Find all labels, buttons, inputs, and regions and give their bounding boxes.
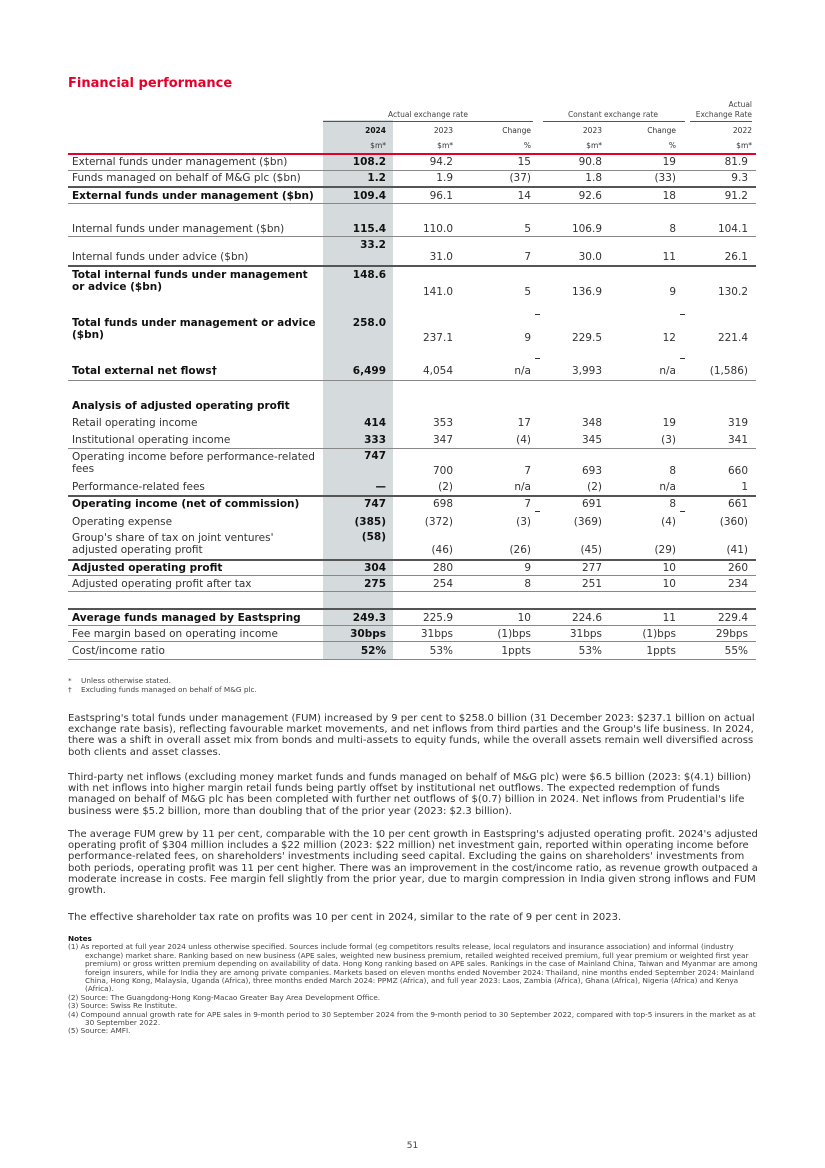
page-number: 51 bbox=[406, 1141, 419, 1151]
dash-mark bbox=[680, 358, 685, 359]
row-rule bbox=[68, 641, 756, 642]
row-label-multiline: Total funds under management or advice ($bn) bbox=[72, 317, 316, 341]
unit-header-4: % bbox=[668, 141, 676, 150]
body-paragraph: Third-party net inflows (excluding money market funds and funds managed on behalf of M&G plc) were $6.5 billion (2023: $(4.1) billion) with net inflows into higher margin retail funds being partly offset by institutional net outflows. The expected redemption of funds managed on behalf of M&G plc has been completed with further net outflows of $(0.7) billion in 2024. Net inflows from Prudential's life business were $5.2 billion, more than doubling that of the prior year (2023: $2.3 billion). bbox=[68, 772, 751, 817]
year-header-2: Change bbox=[502, 126, 531, 135]
group-header-constant: Constant exchange rate bbox=[567, 110, 659, 119]
table-row: Adjusted operating profit after tax 275 254 8 251 10 234 bbox=[72, 578, 748, 590]
row-rule bbox=[68, 659, 756, 660]
table-row: Internal funds under advice ($bn) 33.2 31.0 7 30.0 11 26.1 bbox=[72, 239, 748, 263]
note-item: (4) Compound annual growth rate for APE sales in 9-month period to 30 September 2024 from the 9-month period to 30 September 2022, compared with top-5 insurers in the market as at 30 September 2022. bbox=[68, 1009, 756, 1028]
table-row: Total internal funds under management or advice ($bn) 148.6 141.0 5 136.9 9 130.2 bbox=[72, 269, 748, 298]
row-rule bbox=[68, 380, 756, 381]
table-row: Total external net flows† 6,499 4,054 n/a 3,993 n/a (1,586) bbox=[72, 365, 748, 377]
footnote: † Excluding funds managed on behalf of M&G plc. bbox=[68, 685, 257, 694]
table-row: Cost/income ratio 52% 53% 1ppts 53% 1ppts 55% bbox=[72, 645, 748, 657]
group-header-actual-exchange: Actual Exchange Rate bbox=[695, 100, 752, 119]
table-row: Performance-related fees — (2) n/a (2) n/a 1 bbox=[72, 481, 748, 493]
unit-header-1: $m* bbox=[437, 141, 453, 150]
table-row: Total funds under management or advice ($bn) 258.0 237.1 9 229.5 12 221.4 bbox=[72, 317, 748, 344]
table-row: Retail operating income 414 353 17 348 19 319 bbox=[72, 417, 748, 429]
group-underline-constant bbox=[543, 121, 685, 122]
table-row: Average funds managed by Eastspring 249.3 225.9 10 224.6 11 229.4 bbox=[72, 612, 748, 624]
footnote: * Unless otherwise stated. bbox=[68, 676, 171, 685]
row-label-multiline: Operating income before performance-related fees bbox=[72, 451, 315, 475]
row-label-multiline: Group's share of tax on joint ventures' adjusted operating profit bbox=[72, 532, 274, 556]
row-label-multiline: Total internal funds under management or advice ($bn) bbox=[72, 269, 308, 293]
table-row: Group's share of tax on joint ventures' adjusted operating profit (58) (46) (26) (45) (29) (41) bbox=[72, 531, 748, 556]
year-header-0: 2024 bbox=[365, 126, 386, 135]
notes-title: Notes bbox=[68, 934, 92, 943]
table-row: Adjusted operating profit 304 280 9 277 10 260 bbox=[72, 562, 748, 574]
note-item: (2) Source: The Guangdong-Hong Kong-Macao Greater Bay Area Development Office. bbox=[68, 992, 381, 1002]
unit-header-3: $m* bbox=[586, 141, 602, 150]
section-heading-row: Analysis of adjusted operating profit bbox=[72, 400, 290, 412]
table-row: Fee margin based on operating income 30bps 31bps (1)bps 31bps (1)bps 29bps bbox=[72, 628, 748, 640]
year-header-1: 2023 bbox=[433, 126, 453, 135]
table-footnotes bbox=[68, 676, 257, 694]
table-row: Operating expense (385) (372) (3) (369) (4) (360) bbox=[72, 516, 748, 528]
table-row: Operating income (net of commission) 747 698 7 691 8 661 bbox=[72, 498, 748, 510]
year-header-4: Change bbox=[647, 126, 676, 135]
dash-mark bbox=[535, 358, 540, 359]
unit-header-5: $m* bbox=[736, 141, 752, 150]
note-item: (1) As reported at full year 2024 unless otherwise specified. Sources include formal (eg competitors results release, local regulators and insurance association) and informal (industry exchange) market share. Ranking based on new business (APE sales, weighted new business premium, retailed weighted received premium, full year premium or weighted first year premium) or gross written premium depending on availability of data. Hong Kong ranking based on APE sales. Rankings in the case of Mainland China, Taiwan and Myanmar are among foreign insurers, while for India they are among private companies. Markets based on eleven months ended November 2024: Thailand, nine months ended September 2024: Mainland China, Hong Kong, Malaysia, Uganda (Africa), three months ended March 2024: PPMZ (Africa), and full year 2023: Laos, Zambia (Africa), Ghana (Africa), Nigeria (Africa) and Kenya (Africa). bbox=[68, 942, 758, 994]
row-rule bbox=[68, 591, 756, 592]
note-item: (3) Source: Swiss Re Institute. bbox=[68, 1001, 178, 1011]
table-row: Operating income before performance-related fees 747 700 7 693 8 660 bbox=[72, 450, 748, 477]
section-title: Financial performance bbox=[68, 76, 233, 91]
body-paragraph: Eastspring's total funds under management (FUM) increased by 9 per cent to $258.0 billion (31 December 2023: $237.1 billion on actual exchange rate basis), reflecting favourable market movements, and net inflows from third parties and the Group's life business. In 2024, there was a shift in overall asset mix from bonds and multi-assets to equity funds, while the overall assets remain well diversified across both clients and asset classes. bbox=[68, 713, 755, 758]
table-row: Funds managed on behalf of M&G plc ($bn) 1.2 1.9 (37) 1.8 (33) 9.3 bbox=[72, 172, 748, 184]
group-header-actual: Actual exchange rate bbox=[388, 110, 468, 119]
table-row: Internal funds under management ($bn) 115.4 110.0 5 106.9 8 104.1 bbox=[72, 223, 748, 235]
unit-header-0: $m* bbox=[370, 141, 386, 150]
body-paragraph: The effective shareholder tax rate on profits was 10 per cent in 2024, similar to the rate of 9 per cent in 2023. bbox=[68, 912, 622, 923]
note-item: (5) Source: AMFI. bbox=[68, 1026, 131, 1036]
dash-mark bbox=[680, 511, 685, 512]
year-header-3: 2023 bbox=[582, 126, 602, 135]
group-underline-ae bbox=[690, 121, 752, 122]
row-rule bbox=[68, 203, 756, 204]
year-header-5: 2022 bbox=[732, 126, 752, 135]
dash-mark bbox=[535, 511, 540, 512]
table-row: Institutional operating income 333 347 (4) 345 (3) 341 bbox=[72, 434, 748, 446]
table-row: External funds under management ($bn) 108.2 94.2 15 90.8 19 81.9 bbox=[72, 156, 748, 168]
table-row: External funds under management ($bn) 109.4 96.1 14 92.6 18 91.2 bbox=[72, 190, 748, 202]
group-underline-actual bbox=[323, 121, 533, 122]
unit-header-2: % bbox=[523, 141, 531, 150]
notes-section bbox=[68, 935, 760, 1036]
body-paragraph: The average FUM grew by 11 per cent, comparable with the 10 per cent growth in Eastspring's adjusted operating profit. 2024's adjusted operating profit of $304 million includes a $22 million (2023: $22 million) net investment gain, reported within operating income before performance-related fees, on shareholders' investments including seed capital. Excluding the gains on shareholders' investments from both periods, operating profit was 11 per cent higher. There was an improvement in the cost/income ratio, as revenue growth outpaced a moderate increase in costs. Fee margin fell slightly from the prior year, due to margin compression in India given strong inflows and FUM growth. bbox=[68, 829, 758, 897]
